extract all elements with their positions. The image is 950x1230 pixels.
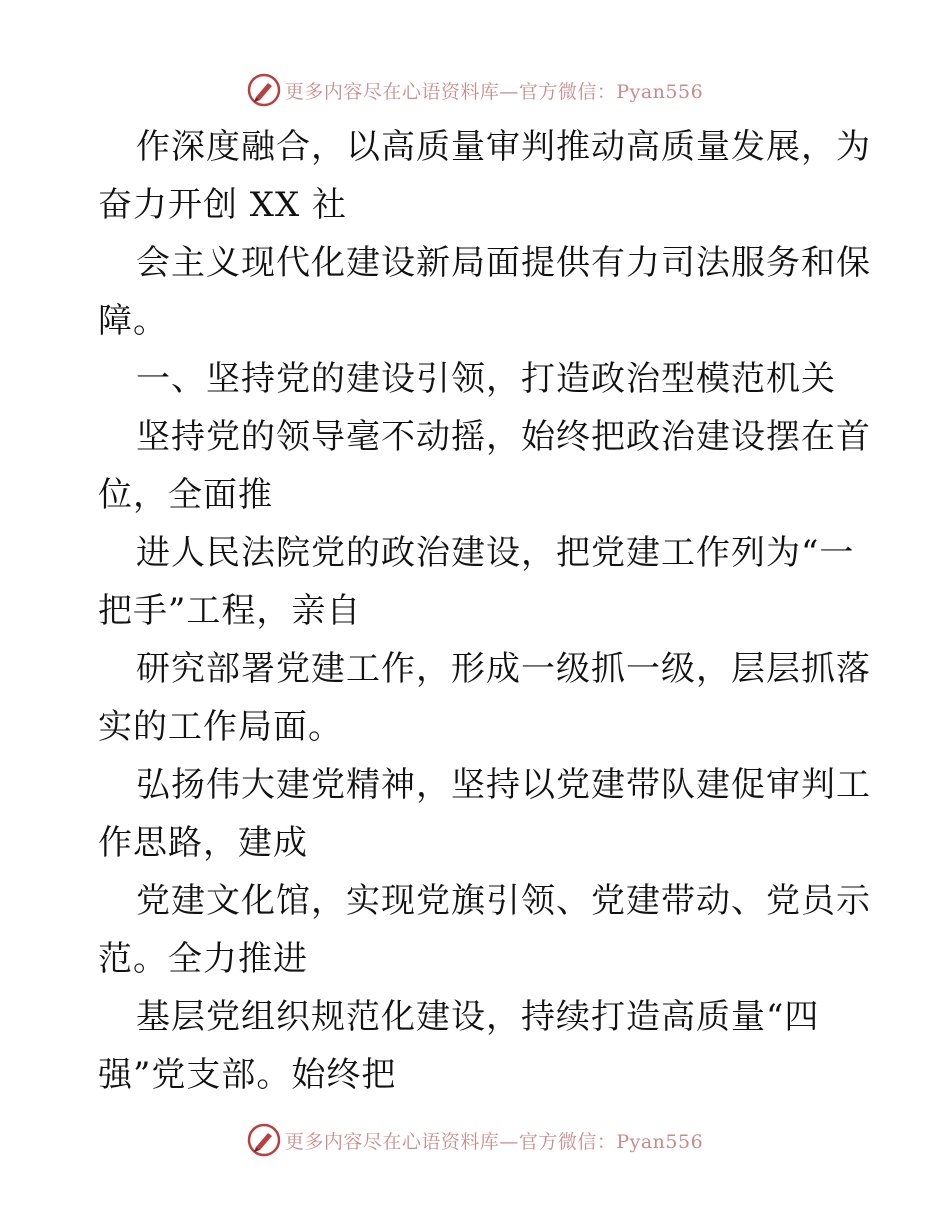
text-line: 障。 <box>98 301 168 341</box>
watermark-text: 更多内容尽在心语资料库—官方微信：Pyan556 <box>284 1130 704 1153</box>
text-line: 党建文化馆，实现党旗引领、党建带动、党员示 <box>136 881 871 921</box>
watermark-header <box>0 68 950 112</box>
paragraph <box>98 756 871 872</box>
text-line: 位，全面推 <box>98 475 273 515</box>
paragraph <box>98 118 871 234</box>
text-line: 作思路，建成 <box>98 823 308 863</box>
text-line: 会主义现代化建设新局面提供有力司法服务和保 <box>136 243 871 283</box>
paragraph <box>98 408 871 524</box>
text-line: 奋力开创 XX 社 <box>98 185 348 225</box>
text-line: 基层党组织规范化建设，持续打造高质量“四 <box>136 997 820 1037</box>
watermark-text: 更多内容尽在心语资料库—官方微信：Pyan556 <box>284 80 704 103</box>
pen-logo-icon <box>247 1123 281 1157</box>
pen-logo-icon <box>247 73 281 107</box>
text-line: 作深度融合，以高质量审判推动高质量发展，为 <box>136 127 871 167</box>
text-line: 弘扬伟大建党精神，坚持以党建带队建促审判工 <box>136 765 871 805</box>
paragraph <box>98 640 871 756</box>
text-line: 进人民法院党的政治建设，把党建工作列为“一 <box>136 533 855 573</box>
section-heading <box>98 350 858 408</box>
text-line: 范。全力推进 <box>98 939 308 979</box>
paragraph <box>98 872 871 988</box>
paragraph <box>98 988 858 1104</box>
paragraph <box>98 524 858 640</box>
text-line: 研究部署党建工作，形成一级抓一级，层层抓落 <box>136 649 871 689</box>
text-line: 实的工作局面。 <box>98 707 343 747</box>
text-line: 强”党支部。始终把 <box>98 1055 397 1095</box>
text-line: 把手”工程，亲自 <box>98 591 362 631</box>
heading-line: 一、坚持党的建设引领，打造政治型模范机关 <box>136 359 836 399</box>
paragraph <box>98 234 871 350</box>
watermark-footer <box>0 1118 950 1162</box>
document-body <box>98 118 871 1104</box>
text-line: 坚持党的领导毫不动摇，始终把政治建设摆在首 <box>136 417 871 457</box>
